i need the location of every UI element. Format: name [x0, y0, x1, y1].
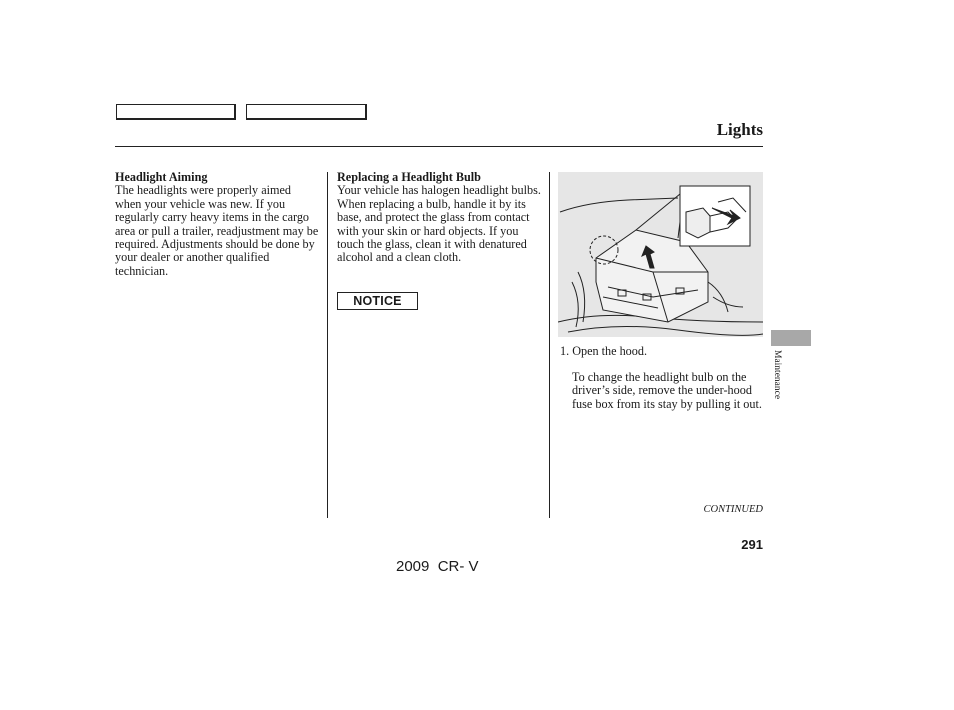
model-footer: 2009 CR- V: [396, 558, 479, 575]
maintenance-tab-label: [770, 350, 784, 420]
headlight-aiming-heading: Headlight Aiming: [115, 170, 208, 184]
column-divider-1: [327, 172, 328, 518]
replacing-bulb-body: Your vehicle has halogen headlight bulbs. When replacing a bulb, handle it by its base, and protect the glass from contact with your skin or hard objects. If you touch the glass, clean it with denatured alcohol and a clean cloth.: [337, 183, 541, 265]
nav-box-index[interactable]: [246, 104, 367, 120]
page-number: 291: [741, 537, 763, 552]
fuse-box-drawing: [558, 172, 763, 337]
engine-bay-illustration: [558, 172, 763, 337]
headlight-aiming-body: The headlights were properly aimed when your vehicle was new. If you regularly carry heavy items in the cargo area or pull a trailer, readjustment may be required. Adjustments should be done by your dealer or another qualified technician.: [115, 183, 319, 278]
notice-badge: NOTICE: [337, 292, 418, 310]
header-divider: [115, 146, 763, 147]
section-title: Lights: [716, 120, 763, 139]
column-divider-2: [549, 172, 550, 518]
nav-box-contents[interactable]: [116, 104, 236, 120]
step-1-detail: To change the headlight bulb on the driver’s side, remove the under-hood fuse box from its stay by pulling it out.: [572, 370, 762, 411]
headlight-aiming-section: [115, 171, 320, 278]
replacing-bulb-heading: Replacing a Headlight Bulb: [337, 170, 481, 184]
replacing-bulb-section: [337, 171, 542, 265]
step-1-open-hood: 1. Open the hood.: [560, 344, 647, 358]
maintenance-tab-text: Maintenance: [772, 350, 782, 400]
maintenance-tab-marker: [771, 330, 811, 346]
continued-label: CONTINUED: [703, 504, 763, 515]
